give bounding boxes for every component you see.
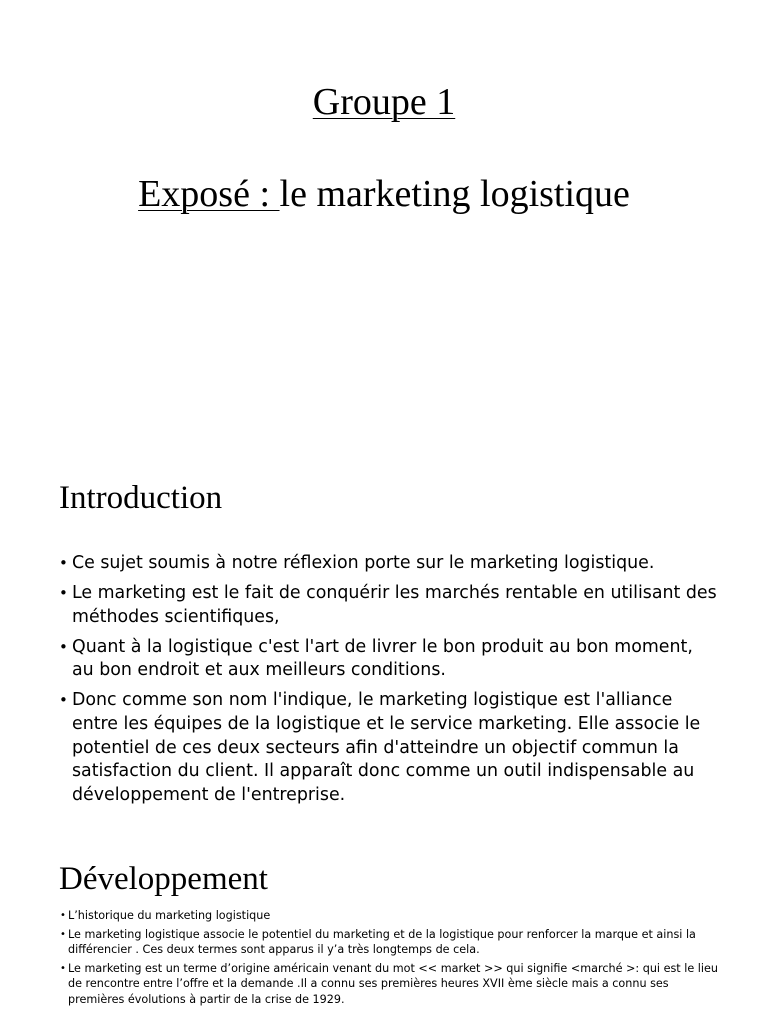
list-item-text: L’historique du marketing logistique: [68, 909, 271, 922]
group-title-text: Groupe 1: [312, 81, 456, 123]
bullet-icon: •: [59, 584, 68, 603]
list-item: [59, 582, 719, 629]
list-item: [59, 552, 719, 576]
list-item-text: Ce sujet soumis à notre réflexion porte sur le marketing logistique.: [72, 553, 655, 573]
introduction-heading: Introduction: [59, 480, 223, 516]
bullet-icon: •: [59, 637, 68, 656]
expose-title: [0, 172, 768, 216]
list-item-text: Le marketing logistique associe le potentiel du marketing et de la logistique pour renforcer la marque et ainsi la différencier . Ces deux termes sont apparus il y’a très longtemps de cela.: [68, 927, 696, 957]
list-item: [60, 927, 720, 958]
group-title: [0, 80, 768, 124]
developpement-list: [60, 908, 720, 1011]
list-item-text: Le marketing est un terme d’origine américain venant du mot << market >> qui signifie <marché >: qui est le lieu de rencontre entre l’offre et la demande .Il a connu ses premières heures XVII ème siècle mais a connu ses premières évolutions à partir de la crise de 1929.: [68, 961, 718, 1006]
list-item-text: Le marketing est le fait de conquérir les marchés rentable en utilisant des méthodes scientifiques,: [72, 583, 717, 627]
expose-topic: le marketing logistique: [279, 173, 630, 215]
bullet-icon: •: [60, 962, 66, 974]
bullet-icon: •: [60, 910, 66, 921]
list-item: [60, 908, 720, 924]
list-item-text: Quant à la logistique c'est l'art de livrer le bon produit au bon moment, au bon endroit et aux meilleurs conditions.: [72, 636, 693, 681]
list-item: [59, 636, 719, 683]
introduction-list: [59, 552, 719, 814]
bullet-icon: •: [59, 691, 68, 710]
list-item: [59, 689, 719, 807]
expose-label: Exposé :: [138, 173, 280, 215]
bullet-icon: •: [59, 554, 68, 572]
developpement-heading: Développement: [59, 861, 268, 897]
bullet-icon: •: [60, 928, 66, 940]
list-item: [60, 961, 720, 1008]
list-item-text: Donc comme son nom l'indique, le marketing logistique est l'alliance entre les équipes de la logistique et le service marketing. Elle associe le potentiel de ces deux secteurs afin d'atteindre un objectif commun la satisfaction du client. Il apparaît donc comme un outil indispensable au développement de l'entreprise.: [72, 690, 701, 805]
